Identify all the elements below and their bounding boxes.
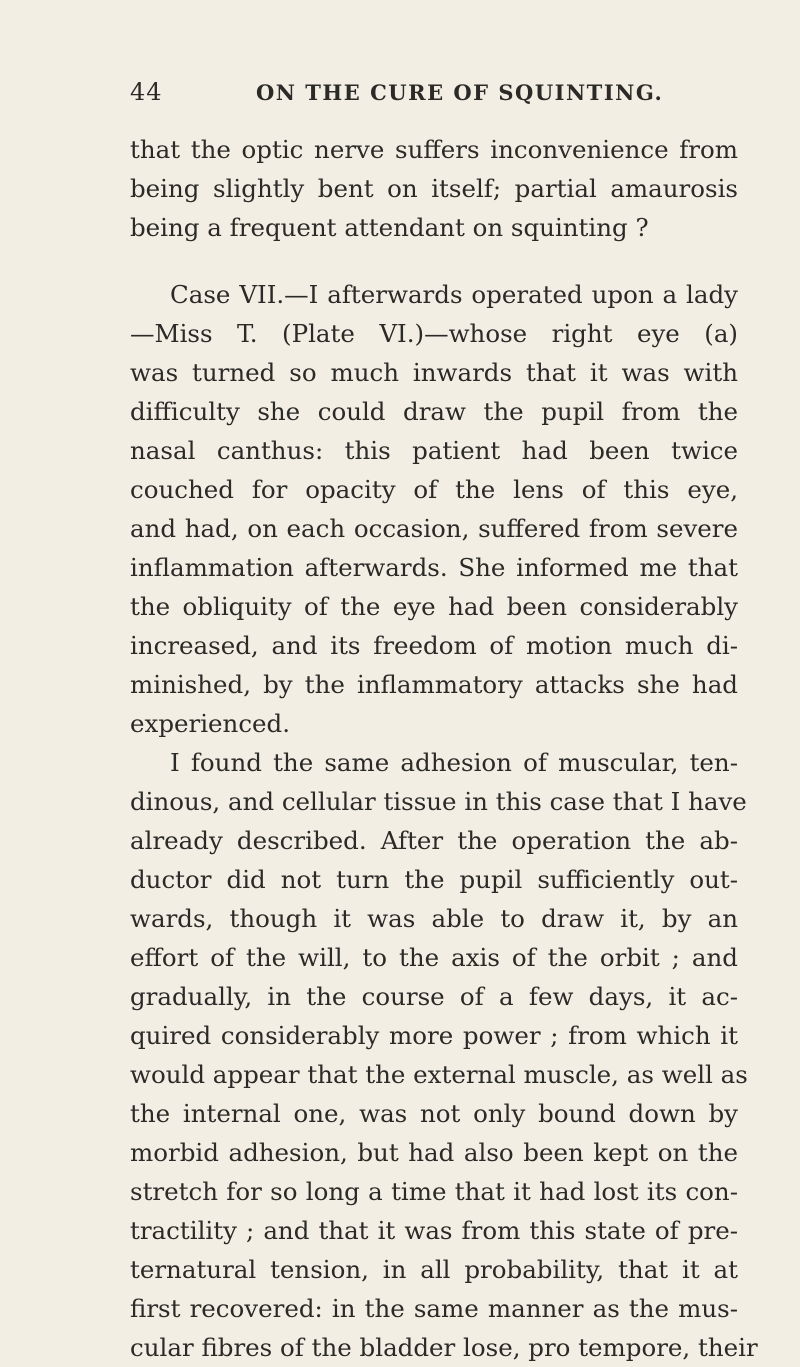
text-line: morbid adhesion, but had also been kept on the [130, 1138, 738, 1167]
text-line: experienced. [130, 709, 291, 738]
paragraph-2 [130, 275, 738, 743]
text-line: the obliquity of the eye had been considerably [130, 592, 738, 621]
text-line: I found the same adhesion of muscular, ten- [170, 748, 738, 777]
text-line: Case VII.—I afterwards operated upon a lady [170, 280, 738, 309]
text-line: being a frequent attendant on squinting ? [130, 213, 649, 242]
text-line: stretch for so long a time that it had lost its con- [130, 1177, 738, 1206]
text-line: inflammation afterwards. She informed me that [130, 553, 738, 582]
text-line: already described. After the operation the ab- [130, 826, 738, 855]
page-number: 44 [130, 78, 163, 106]
text-line: gradually, in the course of a few days, it ac- [130, 982, 738, 1011]
text-line: was turned so much inwards that it was with [130, 358, 738, 387]
text-line: first recovered: in the same manner as the mus- [130, 1294, 738, 1323]
text-line: minished, by the inflammatory attacks she had [130, 670, 738, 699]
paragraph-3 [130, 743, 758, 1367]
paragraph-1 [130, 130, 738, 247]
text-line: that the optic nerve suffers inconvenience from [130, 135, 738, 164]
text-line: ductor did not turn the pupil sufficiently out- [130, 865, 738, 894]
text-line: the internal one, was not only bound down by [130, 1099, 738, 1128]
text-line: increased, and its freedom of motion much di- [130, 631, 738, 660]
text-line: quired considerably more power ; from which it [130, 1021, 738, 1050]
text-line: being slightly bent on itself; partial amaurosis [130, 174, 738, 203]
page-header [130, 78, 738, 114]
text-line: cular fibres of the bladder lose, pro tempore, their [130, 1333, 758, 1362]
running-title: ON THE CURE OF SQUINTING. [256, 80, 664, 105]
text-line: difficulty she could draw the pupil from the [130, 397, 738, 426]
body-text [130, 130, 758, 1367]
text-line: nasal canthus: this patient had been twice [130, 436, 738, 465]
text-line: and had, on each occasion, suffered from severe [130, 514, 738, 543]
paragraph-gap [130, 247, 738, 275]
text-line: effort of the will, to the axis of the orbit ; and [130, 943, 738, 972]
text-line: ternatural tension, in all probability, that it at [130, 1255, 738, 1284]
text-line: —Miss T. (Plate VI.)—whose right eye (a) [130, 319, 738, 348]
text-line: wards, though it was able to draw it, by an [130, 904, 738, 933]
text-line: dinous, and cellular tissue in this case that I have [130, 787, 747, 816]
text-line: would appear that the external muscle, as well as [130, 1060, 748, 1089]
text-line: couched for opacity of the lens of this eye, [130, 475, 738, 504]
text-line: tractility ; and that it was from this state of pre- [130, 1216, 738, 1245]
